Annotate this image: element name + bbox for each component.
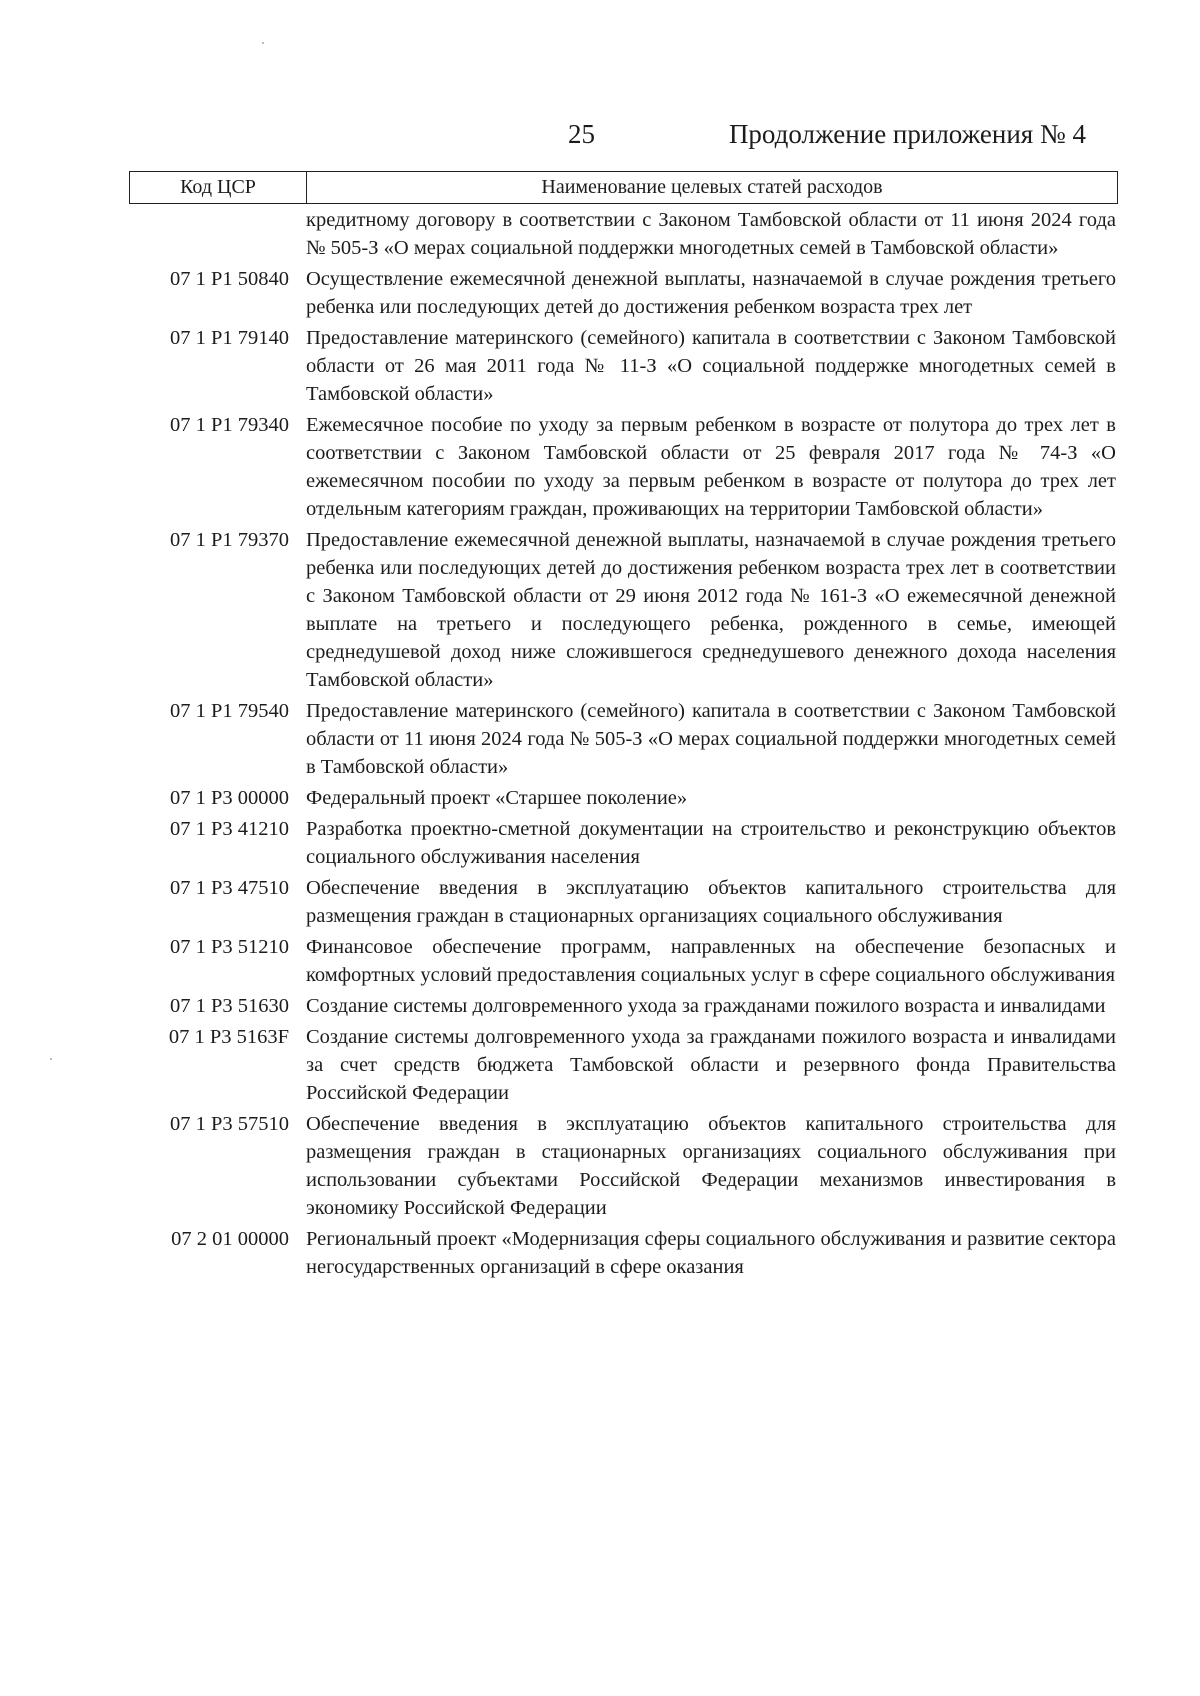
row-description: Обеспечение введения в эксплуатацию объектов капитального строительства для размещения граждан в стационарных организациях социального обслуживания при использовании субъектами Российской Федерации механизмов инвестирования в экономику Российской Федерации — [306, 1113, 1116, 1219]
row-code: 07 1 P3 41210 — [169, 818, 289, 840]
table-row — [129, 1225, 1118, 1281]
budget-codes-table — [129, 171, 1118, 1284]
table-row — [129, 411, 1118, 523]
row-description: Ежемесячное пособие по уходу за первым ребенком в возрасте от полутора до трех лет в соответствии с Законом Тамбовской области от 25 февраля 2017 года № 74-З «О ежемесячном пособии по уходу за первым ребенком в возрасте от полутора до трех лет отдельным категориям граждан, проживающих на территории Тамбовской области» — [306, 414, 1116, 520]
row-code: 07 1 P3 51210 — [169, 936, 289, 958]
row-description: Осуществление ежемесячной денежной выплаты, назначаемой в случае рождения третьего ребенка или последующих детей до достижения ребенком возраста трех лет — [306, 268, 1116, 318]
row-description: Финансовое обеспечение программ, направленных на обеспечение безопасных и комфортных условий предоставления социальных услуг в сфере социального обслуживания — [306, 936, 1116, 986]
row-code: 07 1 P1 79340 — [169, 414, 289, 436]
row-description: Разработка проектно-сметной документации на строительство и реконструкцию объектов социального обслуживания населения — [306, 818, 1116, 868]
row-code: 07 1 P1 50840 — [169, 268, 289, 290]
row-code: 07 1 P1 79540 — [169, 700, 289, 722]
scan-speck — [262, 42, 264, 44]
row-description: Создание системы долговременного ухода за гражданами пожилого возраста и инвалидами — [306, 995, 1106, 1017]
table-header — [129, 171, 1118, 204]
table-row — [129, 324, 1118, 408]
row-description: Предоставление материнского (семейного) капитала в соответствии с Законом Тамбовской области от 26 мая 2011 года № 11-З «О социальной поддержке многодетных семей в Тамбовской области» — [306, 327, 1116, 405]
scan-speck — [50, 1058, 52, 1060]
table-row — [129, 1110, 1118, 1222]
row-code: 07 1 P1 79140 — [169, 327, 289, 349]
row-code: 07 1 P3 57510 — [169, 1113, 289, 1135]
table-row — [129, 784, 1118, 812]
row-code: 07 1 P3 00000 — [169, 787, 289, 809]
row-description: Предоставление ежемесячной денежной выплаты, назначаемой в случае рождения третьего ребенка или последующих детей до достижения ребенком возраста трех лет в соответствии с Законом Тамбовской области от 29 июня 2012 года № 161-З «О ежемесячной денежной выплате на третьего и последующего ребенка, рожденного в семье, имеющей среднедушевой доход ниже сложившегося среднедушевого денежного дохода населения Тамбовской области» — [306, 529, 1116, 691]
row-code: 07 1 P3 5163F — [168, 1026, 289, 1048]
row-description: кредитному договору в соответствии с Законом Тамбовской области от 11 июня 2024 года № 505-З «О мерах социальной поддержки многодетных семей в Тамбовской области» — [306, 209, 1116, 259]
row-description: Региональный проект «Модернизация сферы социального обслуживания и развитие сектора негосударственных организаций в сфере оказания — [306, 1228, 1116, 1278]
row-description: Предоставление материнского (семейного) капитала в соответствии с Законом Тамбовской области от 11 июня 2024 года № 505-З «О мерах социальной поддержки многодетных семей в Тамбовской области» — [306, 700, 1116, 778]
column-header-code: Код ЦСР — [130, 172, 307, 203]
table-row — [129, 204, 1118, 262]
table-row — [129, 526, 1118, 694]
row-code: 07 1 P3 51630 — [169, 995, 289, 1017]
row-description: Создание системы долговременного ухода за гражданами пожилого возраста и инвалидами за счет средств бюджета Тамбовской области и резервного фонда Правительства Российской Федерации — [306, 1026, 1116, 1104]
table-row — [129, 697, 1118, 781]
appendix-title: Продолжение приложения № 4 — [728, 119, 1086, 149]
table-row — [129, 992, 1118, 1020]
row-description: Федеральный проект «Старшее поколение» — [306, 787, 688, 809]
row-code: 07 1 P1 79370 — [169, 529, 289, 551]
table-row — [129, 874, 1118, 930]
table-row — [129, 933, 1118, 989]
row-code: 07 2 01 00000 — [171, 1228, 289, 1250]
table-body — [129, 204, 1118, 1281]
table-row — [129, 265, 1118, 321]
table-row — [129, 1023, 1118, 1107]
page-number: 25 — [568, 119, 595, 149]
row-code: 07 1 P3 47510 — [169, 877, 289, 899]
row-description: Обеспечение введения в эксплуатацию объектов капитального строительства для размещения граждан в стационарных организациях социального обслуживания — [306, 877, 1116, 927]
table-row — [129, 815, 1118, 871]
row-code — [129, 204, 306, 262]
column-header-name: Наименование целевых статей расходов — [541, 176, 883, 198]
